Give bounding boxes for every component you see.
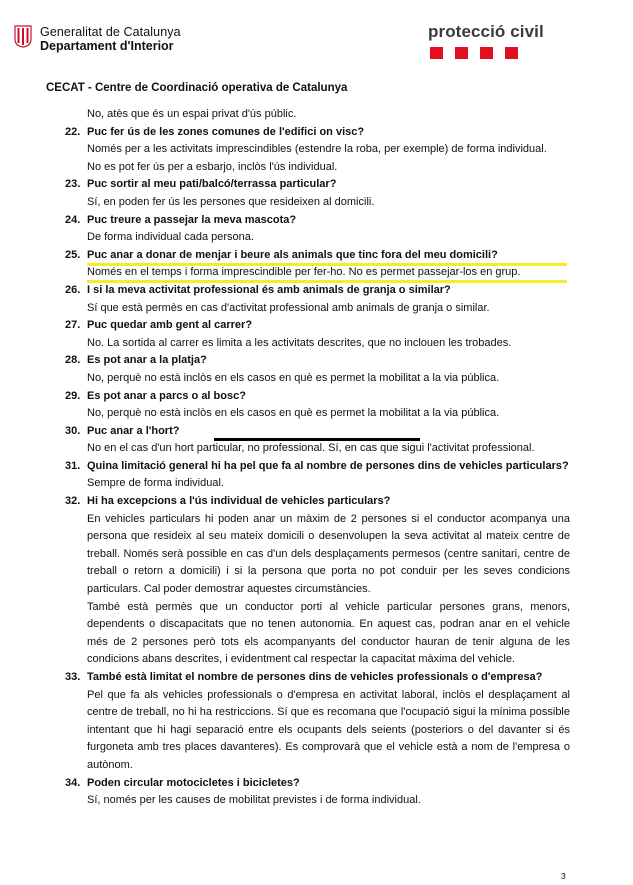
department-name: Departament d'Interior [40, 39, 174, 53]
faq-answer: No en el cas d'un hort particular, no professional. Sí, en cas que sigui l'activitat professional. [87, 442, 535, 455]
question-text: Puc anar a l'hort? [87, 424, 180, 437]
faq-answer: No es pot fer ús per a esbarjo, inclòs l'ús individual. [87, 160, 338, 173]
question-text: Puc quedar amb gent al carrer? [87, 319, 253, 332]
question-number: 24. [65, 213, 81, 226]
question-number: 25. [65, 248, 81, 261]
question-number: 33. [65, 671, 81, 683]
question-text: Puc treure a passejar la meva mascota? [87, 213, 297, 226]
faq-answer: No, perquè no està inclòs en els casos en què es permet la mobilitat a la via pública. [87, 371, 500, 384]
faq-question [65, 247, 570, 265]
faq-item [65, 247, 570, 282]
faq-item [65, 775, 570, 810]
faq-item [65, 458, 570, 493]
question-text: També està limitat el nombre de persones dins de vehicles professionals o d'empresa? [87, 671, 543, 683]
proteccio-civil-title: protecció civil [428, 22, 544, 41]
question-text: Puc anar a donar de menjar i beure als animals que tinc fora del meu domicili? [87, 248, 498, 261]
faq-question [65, 352, 570, 370]
question-text: I si la meva activitat professional és amb animals de granja o similar? [87, 283, 451, 296]
page-number: 3 [561, 871, 566, 881]
question-text: Hi ha excepcions a l'ús individual de vehicles particulars? [87, 495, 391, 508]
faq-item [65, 317, 570, 352]
faq-question [65, 124, 570, 142]
question-number: 34. [65, 776, 81, 789]
question-text: Poden circular motocicletes i bicicletes? [87, 776, 300, 789]
question-number: 30. [65, 424, 81, 437]
faq-answer: Només per a les activitats imprescindibles (estendre la roba, per exemple) de forma individual. [87, 143, 547, 156]
question-number: 26. [65, 283, 81, 296]
faq-item [65, 176, 570, 211]
faq-item [65, 352, 570, 387]
faq-item [65, 493, 570, 669]
faq-answer: No. La sortida al carrer es limita a les activitats descrites, que no inclouen les trobades. [87, 336, 512, 349]
continued-answer: No, atès que és un espai privat d'ús públic. [87, 108, 297, 120]
faq-question [65, 458, 570, 476]
faq-content [65, 106, 570, 810]
question-number: 29. [65, 389, 81, 402]
faq-question [65, 775, 570, 793]
faq-answer: Només en el temps i forma imprescindible per fer-ho. No es permet passejar-los en grup. [87, 266, 521, 279]
faq-answer: No, perquè no està inclòs en els casos en què es permet la mobilitat a la via pública. [87, 407, 500, 420]
question-number: 32. [65, 495, 81, 508]
faq-question [65, 176, 570, 194]
faq-item [65, 388, 570, 423]
proteccio-civil-logo [428, 22, 544, 59]
faq-question [65, 493, 570, 511]
question-number: 28. [65, 354, 81, 367]
question-text: Es pot anar a parcs o al bosc? [87, 389, 246, 402]
document-heading: CECAT - Centre de Coordinació operativa de Catalunya [46, 82, 348, 94]
faq-item [65, 212, 570, 247]
faq-question [65, 388, 570, 406]
brand-squares-icon [430, 47, 544, 59]
question-number: 22. [65, 125, 81, 138]
generalitat-logo [14, 25, 181, 53]
question-number: 23. [65, 178, 81, 191]
generalitat-name: Generalitat de Catalunya [40, 25, 181, 39]
faq-answer: Sí, en poden fer ús les persones que resideixen al domicili. [87, 195, 375, 208]
faq-question [65, 669, 570, 687]
question-text: Quina limitació general hi ha pel que fa al nombre de persones dins de vehicles particulars? [87, 459, 569, 472]
faq-answer: De forma individual cada persona. [87, 231, 254, 244]
question-text: Puc sortir al meu pati/balcó/terrassa particular? [87, 178, 337, 191]
faq-answer: També està permès que un conductor porti al vehicle particular persones grans, menors, dependents o discapacitats que no tenen autonomia. En aquest cas, podran anar en el vehicle més de 2 persones però tots els acompanyants del conductor hauran de tenir alguna de les condicions abans descrites, i evidentment cal respectar la capacitat màxima del vehicle. [87, 600, 570, 666]
question-number: 27. [65, 319, 81, 332]
question-text: Puc fer ús de les zones comunes de l'edifici on visc? [87, 125, 365, 138]
faq-answer: Sí que està permès en cas d'activitat professional amb animals de granja o similar. [87, 301, 490, 314]
faq-answer: Pel que fa als vehicles professionals o d'empresa en activitat laboral, inclòs el desplaçament al centre de treball, no hi ha restriccions. Sí que es recomana que l'ocupació sigui la mínima possible intentant que hi hagi separació entre els ocupants dels seients (posteriors o del davanter si és furgoneta amb tres places davanteres). Es comprovarà que el vehicle està a nom de l'empresa o autònom. [87, 688, 570, 771]
faq-item [65, 282, 570, 317]
faq-question [65, 282, 570, 300]
faq-answer: Sí, només per les causes de mobilitat previstes i de forma individual. [87, 794, 421, 807]
faq-item [65, 669, 570, 775]
generalitat-shield-icon [14, 25, 32, 48]
faq-item [65, 124, 570, 177]
question-text: Es pot anar a la platja? [87, 354, 207, 367]
faq-answer: Sempre de forma individual. [87, 477, 224, 490]
question-number: 31. [65, 459, 81, 472]
faq-question [65, 212, 570, 230]
faq-answer: En vehicles particulars hi poden anar un màxim de 2 persones si el conductor acompanya una persona que resideix al seu mateix domicili o desenvolupen la seva activitat al mateix centre de treball. Només serà possible en cas d'un dels desplaçaments permesos (centre sanitari, centre de treball o retorn a domicili) i si la persona que porta no pot conduir per les seves condicions particulars. Cal poder demostrar aquestes circumstàncies. [87, 512, 570, 596]
highlight-mark [87, 263, 567, 266]
faq-question [65, 317, 570, 335]
redaction-bar [214, 438, 420, 441]
